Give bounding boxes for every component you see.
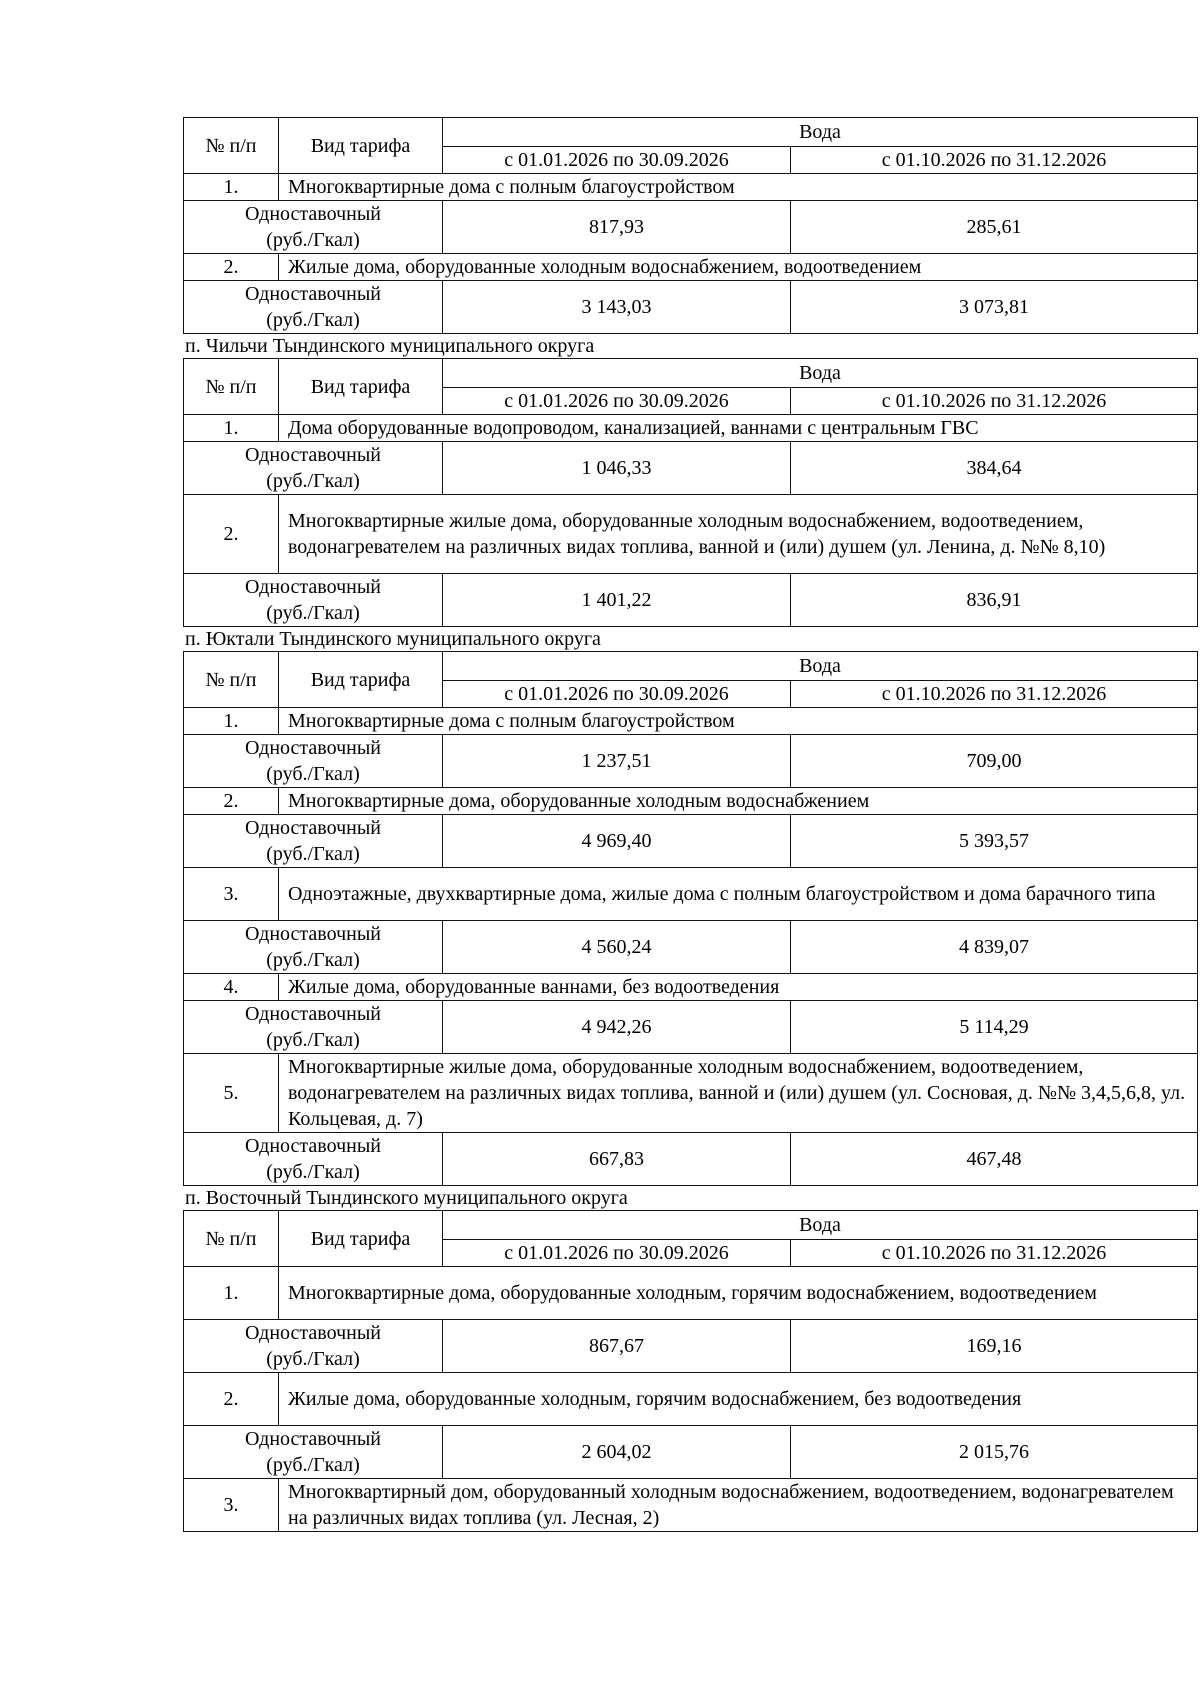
rate-label: [184, 1133, 443, 1186]
header-tariff-type: Вид тарифа: [279, 1211, 443, 1267]
rate-row: [184, 921, 1198, 974]
category-row: [184, 1267, 1198, 1320]
rate-row: [184, 574, 1198, 627]
rate-row: [184, 1320, 1198, 1373]
section-caption: п. Восточный Тындинского муниципального округа: [185, 1187, 628, 1209]
rate-label-line2: (руб./Гкал): [266, 1029, 360, 1051]
header-water: Вода: [443, 1211, 1198, 1240]
rate-value-period-1: 1 237,51: [443, 735, 791, 788]
rate-row: [184, 735, 1198, 788]
category-row: [184, 415, 1198, 442]
rate-label: [184, 1320, 443, 1373]
category-num: 3.: [184, 868, 279, 921]
rate-value-period-2: 5 393,57: [791, 815, 1198, 868]
rate-label: [184, 921, 443, 974]
rate-label-line2: (руб./Гкал): [266, 470, 360, 492]
category-text: Жилые дома, оборудованные холодным, горячим водоснабжением, без водоотведения: [279, 1373, 1198, 1426]
header-tariff-type: Вид тарифа: [279, 118, 443, 174]
rate-value-period-2: 384,64: [791, 442, 1198, 495]
rate-value-period-1: 3 143,03: [443, 281, 791, 334]
rate-label-line1: Одноставочный: [245, 1003, 381, 1025]
category-text: Многоквартирные дома с полным благоустройством: [279, 708, 1198, 735]
category-num: 1.: [184, 415, 279, 442]
rate-label-line1: Одноставочный: [245, 923, 381, 945]
rate-label-line1: Одноставочный: [245, 203, 381, 225]
rate-label-line1: Одноставочный: [245, 444, 381, 466]
rate-value-period-1: 4 969,40: [443, 815, 791, 868]
rate-value-period-1: 817,93: [443, 201, 791, 254]
rate-value-period-2: 2 015,76: [791, 1426, 1198, 1479]
category-num: 4.: [184, 974, 279, 1001]
category-text: Многоквартирные дома, оборудованные холодным, горячим водоснабжением, водоотведением: [279, 1267, 1198, 1320]
rate-row: [184, 1426, 1198, 1479]
section-caption: п. Чильчи Тындинского муниципального округа: [185, 335, 595, 357]
category-row: [184, 1479, 1198, 1532]
rate-label-line2: (руб./Гкал): [266, 1348, 360, 1370]
category-row: [184, 254, 1198, 281]
header-water: Вода: [443, 359, 1198, 388]
rate-value-period-2: 709,00: [791, 735, 1198, 788]
category-text: Дома оборудованные водопроводом, канализацией, ваннами с центральным ГВС: [279, 415, 1198, 442]
header-water: Вода: [443, 118, 1198, 147]
category-text: Многоквартирные жилые дома, оборудованные холодным водоснабжением, водоотведением, водонагревателем на различных видах топлива, ванной и (или) душем (ул. Сосновая, д. №№ 3,4,5,6,8, ул. Кольцевая, д. 7): [279, 1054, 1198, 1133]
rate-label: [184, 735, 443, 788]
header-period-2: с 01.10.2026 по 31.12.2026: [791, 681, 1198, 708]
category-row: [184, 1373, 1198, 1426]
header-row: [184, 118, 1198, 147]
rate-value-period-2: 3 073,81: [791, 281, 1198, 334]
category-row: [184, 708, 1198, 735]
category-num: 1.: [184, 708, 279, 735]
section-caption: п. Юктали Тындинского муниципального округа: [185, 628, 601, 650]
category-num: 2.: [184, 788, 279, 815]
rate-value-period-2: 467,48: [791, 1133, 1198, 1186]
rate-label-line1: Одноставочный: [245, 737, 381, 759]
rate-value-period-1: 4 942,26: [443, 1001, 791, 1054]
rate-value-period-1: 2 604,02: [443, 1426, 791, 1479]
rate-label-line1: Одноставочный: [245, 576, 381, 598]
rate-label-line2: (руб./Гкал): [266, 309, 360, 331]
header-num: № п/п: [184, 359, 279, 415]
header-period-1: с 01.01.2026 по 30.09.2026: [443, 388, 791, 415]
rate-label-line2: (руб./Гкал): [266, 763, 360, 785]
header-period-1: с 01.01.2026 по 30.09.2026: [443, 1240, 791, 1267]
rate-value-period-2: 836,91: [791, 574, 1198, 627]
category-text: Многоквартирные жилые дома, оборудованные холодным водоснабжением, водоотведением, водонагревателем на различных видах топлива, ванной и (или) душем (ул. Ленина, д. №№ 8,10): [279, 495, 1198, 574]
header-num: № п/п: [184, 118, 279, 174]
rate-label: [184, 442, 443, 495]
category-text: Многоквартирные дома, оборудованные холодным водоснабжением: [279, 788, 1198, 815]
category-num: 3.: [184, 1479, 279, 1532]
rate-label-line2: (руб./Гкал): [266, 1454, 360, 1476]
category-num: 1.: [184, 174, 279, 201]
rate-row: [184, 442, 1198, 495]
category-text: Жилые дома, оборудованные ваннами, без водоотведения: [279, 974, 1198, 1001]
category-row: [184, 868, 1198, 921]
rate-label: [184, 1001, 443, 1054]
header-num: № п/п: [184, 652, 279, 708]
header-row: [184, 652, 1198, 681]
category-row: [184, 1054, 1198, 1133]
header-tariff-type: Вид тарифа: [279, 359, 443, 415]
category-row: [184, 788, 1198, 815]
rate-label-line2: (руб./Гкал): [266, 1161, 360, 1183]
category-num: 1.: [184, 1267, 279, 1320]
tariff-table: [183, 358, 1198, 627]
category-num: 2.: [184, 1373, 279, 1426]
rate-value-period-2: 5 114,29: [791, 1001, 1198, 1054]
rate-value-period-1: 867,67: [443, 1320, 791, 1373]
rate-label-line1: Одноставочный: [245, 1135, 381, 1157]
rate-row: [184, 815, 1198, 868]
header-period-1: с 01.01.2026 по 30.09.2026: [443, 147, 791, 174]
category-text: Одноэтажные, двухквартирные дома, жилые дома с полным благоустройством и дома барачного типа: [279, 868, 1198, 921]
rate-value-period-1: 4 560,24: [443, 921, 791, 974]
rate-row: [184, 1133, 1198, 1186]
rate-label: [184, 1426, 443, 1479]
rate-row: [184, 201, 1198, 254]
rate-label-line1: Одноставочный: [245, 817, 381, 839]
header-row: [184, 359, 1198, 388]
category-row: [184, 974, 1198, 1001]
header-period-2: с 01.10.2026 по 31.12.2026: [791, 1240, 1198, 1267]
rate-label-line2: (руб./Гкал): [266, 229, 360, 251]
rate-row: [184, 281, 1198, 334]
rate-label: [184, 574, 443, 627]
rate-value-period-1: 1 046,33: [443, 442, 791, 495]
rate-label-line1: Одноставочный: [245, 283, 381, 305]
rate-label: [184, 281, 443, 334]
rate-row: [184, 1001, 1198, 1054]
tariff-table: [183, 651, 1198, 1186]
rate-label-line2: (руб./Гкал): [266, 843, 360, 865]
header-row: [184, 1211, 1198, 1240]
rate-label-line1: Одноставочный: [245, 1322, 381, 1344]
category-text: Многоквартирный дом, оборудованный холодным водоснабжением, водоотведением, водонагревателем на различных видах топлива (ул. Лесная, 2): [279, 1479, 1198, 1532]
header-water: Вода: [443, 652, 1198, 681]
category-row: [184, 495, 1198, 574]
tariff-document: [183, 117, 1197, 1532]
tariff-table: [183, 117, 1198, 334]
rate-value-period-2: 285,61: [791, 201, 1198, 254]
category-num: 2.: [184, 495, 279, 574]
header-period-2: с 01.10.2026 по 31.12.2026: [791, 388, 1198, 415]
rate-value-period-2: 169,16: [791, 1320, 1198, 1373]
rate-value-period-1: 667,83: [443, 1133, 791, 1186]
category-num: 2.: [184, 254, 279, 281]
category-text: Многоквартирные дома с полным благоустройством: [279, 174, 1198, 201]
header-period-2: с 01.10.2026 по 31.12.2026: [791, 147, 1198, 174]
rate-value-period-1: 1 401,22: [443, 574, 791, 627]
rate-value-period-2: 4 839,07: [791, 921, 1198, 974]
header-num: № п/п: [184, 1211, 279, 1267]
header-tariff-type: Вид тарифа: [279, 652, 443, 708]
category-num: 5.: [184, 1054, 279, 1133]
tariff-table: [183, 1210, 1198, 1532]
rate-label-line1: Одноставочный: [245, 1428, 381, 1450]
category-text: Жилые дома, оборудованные холодным водоснабжением, водоотведением: [279, 254, 1198, 281]
rate-label-line2: (руб./Гкал): [266, 602, 360, 624]
rate-label: [184, 815, 443, 868]
header-period-1: с 01.01.2026 по 30.09.2026: [443, 681, 791, 708]
category-row: [184, 174, 1198, 201]
rate-label-line2: (руб./Гкал): [266, 949, 360, 971]
rate-label: [184, 201, 443, 254]
